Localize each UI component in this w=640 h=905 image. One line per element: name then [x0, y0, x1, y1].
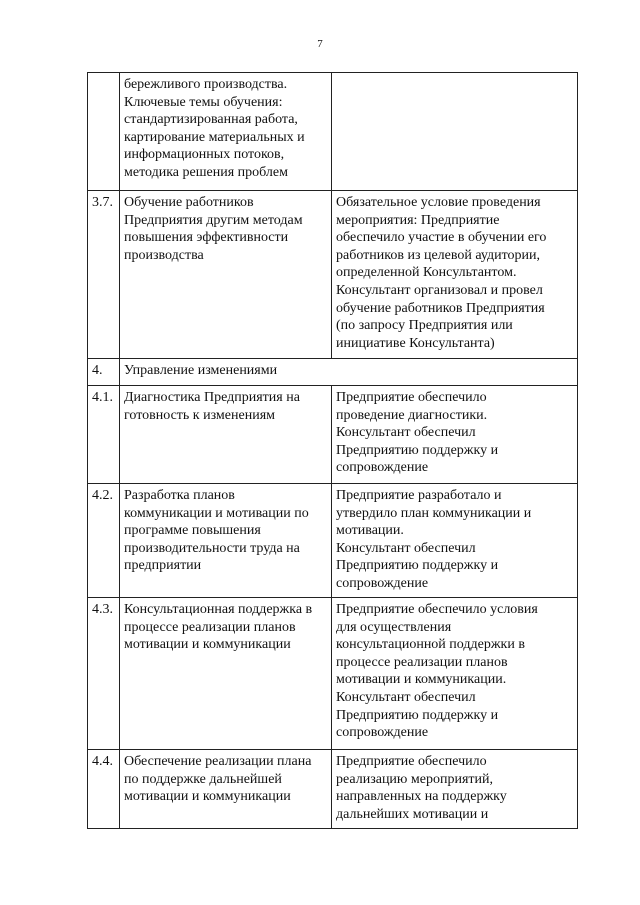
section-title: Управление изменениями: [120, 359, 578, 386]
row-number: [88, 73, 120, 191]
table-row: [88, 73, 578, 191]
result-cell: Предприятие обеспечило реализацию мероприятий, направленных на поддержку дальнейших мотивации и: [332, 750, 578, 829]
activity-cell: Разработка планов коммуникации и мотивации по программе повышения производительности труда на предприятии: [120, 484, 332, 598]
table-row: [88, 386, 578, 484]
row-number: 3.7.: [88, 191, 120, 359]
result-cell: Предприятие обеспечило проведение диагностики. Консультант обеспечил Предприятию поддержку и сопровождение: [332, 386, 578, 484]
result-cell: Предприятие обеспечило условия для осуществления консультационной поддержки в процессе реализации планов мотивации и коммуникации. Консультант обеспечил Предприятию поддержку и сопровождение: [332, 598, 578, 750]
table-row: [88, 191, 578, 359]
result-cell: [332, 73, 578, 191]
row-number: 4.1.: [88, 386, 120, 484]
section-row: [88, 359, 578, 386]
page-number: 7: [317, 38, 323, 50]
table-row: [88, 598, 578, 750]
activity-cell: Обеспечение реализации плана по поддержке дальнейшей мотивации и коммуникации: [120, 750, 332, 829]
row-number: 4.4.: [88, 750, 120, 829]
section-number: 4.: [88, 359, 120, 386]
activity-cell: Консультационная поддержка в процессе реализации планов мотивации и коммуникации: [120, 598, 332, 750]
row-number: 4.2.: [88, 484, 120, 598]
activity-cell: бережливого производства. Ключевые темы обучения: стандартизированная работа, картирование материальных и информационных потоков, методика решения проблем: [120, 73, 332, 191]
activity-cell: Диагностика Предприятия на готовность к изменениям: [120, 386, 332, 484]
measures-table: [87, 72, 578, 829]
result-cell: Обязательное условие проведения мероприятия: Предприятие обеспечило участие в обучении его работников из целевой аудитории, определенной Консультантом. Консультант организовал и провел обучение работников Предприятия (по запросу Предприятия или инициативе Консультанта): [332, 191, 578, 359]
activity-cell: Обучение работников Предприятия другим методам повышения эффективности производства: [120, 191, 332, 359]
row-number: 4.3.: [88, 598, 120, 750]
table-row: [88, 750, 578, 829]
table-row: [88, 484, 578, 598]
result-cell: Предприятие разработало и утвердило план коммуникации и мотивации. Консультант обеспечил Предприятию поддержку и сопровождение: [332, 484, 578, 598]
